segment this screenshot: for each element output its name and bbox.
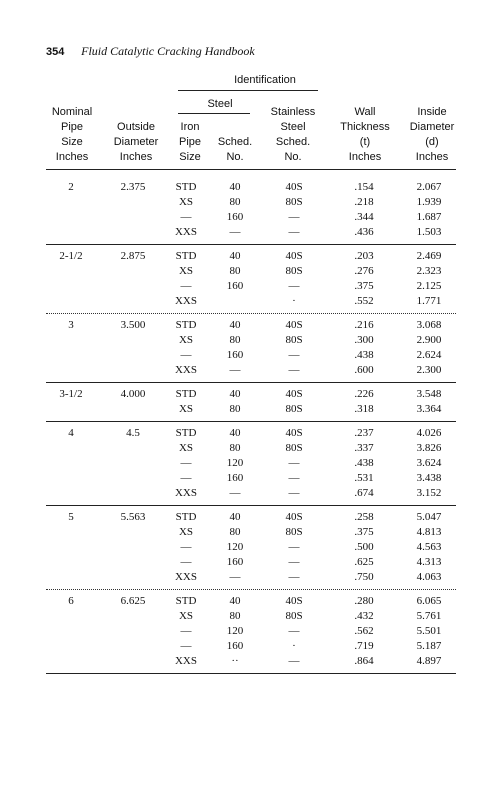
- sched-no-cell: 80: [229, 526, 241, 538]
- iron-pipe-size-cell: STD: [175, 388, 197, 400]
- stainless-sched-cell: 40S: [285, 388, 303, 400]
- inside-diameter-cell: 3.152: [416, 487, 442, 499]
- header-identification: Identification: [234, 74, 296, 86]
- table-row-group: [46, 383, 456, 422]
- iron-pipe-size-cell: XXS: [174, 487, 197, 499]
- header-wall-line: Wall: [354, 106, 376, 118]
- header-iron-line: Pipe: [178, 136, 202, 148]
- stainless-sched-cell: 80S: [285, 403, 303, 415]
- header-nominal-line: Inches: [55, 151, 89, 163]
- sched-no-cell: 120: [226, 541, 244, 553]
- outside-diameter-cell: 4.000: [120, 388, 146, 400]
- page-number: 354: [46, 46, 65, 58]
- table-row: [46, 210, 456, 225]
- sched-no-cell: 40: [229, 595, 241, 607]
- iron-pipe-size-cell: —: [180, 457, 192, 469]
- iron-pipe-size-cell: XXS: [174, 571, 197, 583]
- inside-diameter-cell: 5.047: [416, 511, 442, 523]
- steel-rule: [178, 113, 250, 114]
- wall-thickness-cell: .436: [354, 226, 374, 238]
- sched-no-cell: ··: [231, 655, 239, 667]
- iron-pipe-size-cell: XS: [178, 403, 194, 415]
- sched-no-cell: 80: [229, 196, 241, 208]
- header-nominal-line: Pipe: [60, 121, 84, 133]
- stainless-sched-cell: —: [288, 472, 300, 484]
- header-wall-line: Inches: [348, 151, 382, 163]
- iron-pipe-size-cell: XXS: [174, 655, 197, 667]
- stainless-sched-cell: —: [288, 571, 300, 583]
- iron-pipe-size-cell: XS: [178, 334, 194, 346]
- table-row: [46, 402, 456, 417]
- sched-no-cell: 40: [229, 427, 241, 439]
- stainless-sched-cell: 80S: [285, 196, 303, 208]
- inside-diameter-cell: 2.469: [416, 250, 442, 262]
- wall-thickness-cell: .276: [354, 265, 374, 277]
- stainless-sched-cell: 80S: [285, 442, 303, 454]
- wall-thickness-cell: .500: [354, 541, 374, 553]
- iron-pipe-size-cell: —: [180, 280, 192, 292]
- sched-no-cell: 80: [229, 403, 241, 415]
- inside-diameter-cell: 4.313: [416, 556, 442, 568]
- outside-diameter-cell: 5.563: [120, 511, 146, 523]
- header-outside-line: Outside: [117, 121, 155, 133]
- iron-pipe-size-cell: XS: [178, 442, 194, 454]
- outside-diameter-cell: 2.375: [120, 181, 146, 193]
- inside-diameter-cell: 4.897: [416, 655, 442, 667]
- table-row: [46, 426, 456, 441]
- inside-diameter-cell: 4.813: [416, 526, 442, 538]
- wall-thickness-cell: .154: [354, 181, 374, 193]
- wall-thickness-cell: .864: [354, 655, 374, 667]
- table-row-group: [46, 176, 456, 245]
- inside-diameter-cell: 6.065: [416, 595, 442, 607]
- table-row: [46, 333, 456, 348]
- wall-thickness-cell: .226: [354, 388, 374, 400]
- wall-thickness-cell: .600: [354, 364, 374, 376]
- wall-thickness-cell: .280: [354, 595, 374, 607]
- wall-thickness-cell: .674: [354, 487, 374, 499]
- wall-thickness-cell: .562: [354, 625, 374, 637]
- inside-diameter-cell: 2.323: [416, 265, 442, 277]
- table-row: [46, 294, 456, 309]
- iron-pipe-size-cell: STD: [175, 181, 197, 193]
- sched-no-cell: 120: [226, 457, 244, 469]
- nominal-size-cell: 2-1/2: [59, 250, 83, 262]
- table-row: [46, 594, 456, 609]
- sched-no-cell: 80: [229, 442, 241, 454]
- stainless-sched-cell: 40S: [285, 595, 303, 607]
- stainless-sched-cell: 40S: [285, 181, 303, 193]
- inside-diameter-cell: 3.438: [416, 472, 442, 484]
- stainless-sched-cell: —: [288, 541, 300, 553]
- stainless-sched-cell: ·: [292, 295, 296, 307]
- iron-pipe-size-cell: —: [180, 556, 192, 568]
- iron-pipe-size-cell: STD: [175, 595, 197, 607]
- stainless-sched-cell: 80S: [285, 610, 303, 622]
- stainless-sched-cell: 80S: [285, 265, 303, 277]
- header-iron-line: Iron: [180, 121, 200, 133]
- wall-thickness-cell: .344: [354, 211, 374, 223]
- wall-thickness-cell: .258: [354, 511, 374, 523]
- stainless-sched-cell: 80S: [285, 526, 303, 538]
- iron-pipe-size-cell: XS: [178, 196, 194, 208]
- table-row: [46, 540, 456, 555]
- sched-no-cell: 160: [226, 472, 244, 484]
- nominal-size-cell: 2: [68, 181, 74, 193]
- header-wall-thickness: [330, 105, 400, 165]
- table-row: [46, 264, 456, 279]
- outside-diameter-cell: 6.625: [120, 595, 146, 607]
- inside-diameter-cell: 2.300: [416, 364, 442, 376]
- inside-diameter-cell: 1.687: [416, 211, 442, 223]
- iron-pipe-size-cell: —: [180, 541, 192, 553]
- header-sched-line: No.: [226, 151, 244, 163]
- inside-diameter-cell: 3.548: [416, 388, 442, 400]
- header-steel: Steel: [207, 98, 233, 110]
- header-iron-pipe-size: [170, 120, 210, 165]
- wall-thickness-cell: .237: [354, 427, 374, 439]
- wall-thickness-cell: .318: [354, 403, 374, 415]
- table-row: [46, 279, 456, 294]
- header-outside-line: Diameter: [113, 136, 159, 148]
- inside-diameter-cell: 4.063: [416, 571, 442, 583]
- table-row: [46, 486, 456, 501]
- table-row: [46, 318, 456, 333]
- sched-no-cell: —: [229, 226, 241, 238]
- sched-no-cell: —: [229, 571, 241, 583]
- header-stainless-line: No.: [284, 151, 302, 163]
- inside-diameter-cell: 1.771: [416, 295, 442, 307]
- wall-thickness-cell: .750: [354, 571, 374, 583]
- sched-no-cell: 160: [226, 280, 244, 292]
- iron-pipe-size-cell: STD: [175, 319, 197, 331]
- header-bottom-rule: [46, 169, 456, 170]
- wall-thickness-cell: .375: [354, 526, 374, 538]
- pipe-schedule-table: [46, 176, 456, 674]
- header-inside-diameter: [400, 105, 464, 165]
- table-row-group: [46, 506, 456, 590]
- sched-no-cell: —: [229, 487, 241, 499]
- inside-diameter-cell: 1.503: [416, 226, 442, 238]
- header-iron-line: Size: [179, 151, 201, 163]
- sched-no-cell: 40: [229, 319, 241, 331]
- outside-diameter-cell: 2.875: [120, 250, 146, 262]
- wall-thickness-cell: .216: [354, 319, 374, 331]
- running-head: [46, 44, 255, 59]
- table-row: [46, 471, 456, 486]
- inside-diameter-cell: 2.067: [416, 181, 442, 193]
- wall-thickness-cell: .438: [354, 349, 374, 361]
- wall-thickness-cell: .218: [354, 196, 374, 208]
- iron-pipe-size-cell: XS: [178, 526, 194, 538]
- table-row: [46, 249, 456, 264]
- table-row: [46, 456, 456, 471]
- stainless-sched-cell: ·: [292, 640, 296, 652]
- header-wall-line: Thickness: [340, 121, 390, 133]
- wall-thickness-cell: .300: [354, 334, 374, 346]
- header-wall-line: (t): [359, 136, 371, 148]
- sched-no-cell: 160: [226, 211, 244, 223]
- table-row: [46, 609, 456, 624]
- inside-diameter-cell: 5.501: [416, 625, 442, 637]
- table-row-group: [46, 314, 456, 383]
- nominal-size-cell: 5: [68, 511, 74, 523]
- stainless-sched-cell: —: [288, 226, 300, 238]
- sched-no-cell: 40: [229, 388, 241, 400]
- stainless-sched-cell: —: [288, 457, 300, 469]
- inside-diameter-cell: 5.761: [416, 610, 442, 622]
- sched-no-cell: 40: [229, 511, 241, 523]
- identification-rule: [178, 90, 318, 91]
- inside-diameter-cell: 2.624: [416, 349, 442, 361]
- header-inside-line: Diameter: [409, 121, 455, 133]
- table-row: [46, 510, 456, 525]
- sched-no-cell: 40: [229, 250, 241, 262]
- iron-pipe-size-cell: XXS: [174, 226, 197, 238]
- stainless-sched-cell: 80S: [285, 334, 303, 346]
- inside-diameter-cell: 2.125: [416, 280, 442, 292]
- inside-diameter-cell: 4.026: [416, 427, 442, 439]
- iron-pipe-size-cell: —: [180, 472, 192, 484]
- wall-thickness-cell: .337: [354, 442, 374, 454]
- sched-no-cell: 160: [226, 556, 244, 568]
- iron-pipe-size-cell: STD: [175, 511, 197, 523]
- table-row: [46, 387, 456, 402]
- nominal-size-cell: 3-1/2: [59, 388, 83, 400]
- book-title: Fluid Catalytic Cracking Handbook: [81, 44, 255, 58]
- iron-pipe-size-cell: —: [180, 625, 192, 637]
- table-row: [46, 525, 456, 540]
- inside-diameter-cell: 5.187: [416, 640, 442, 652]
- stainless-sched-cell: —: [288, 655, 300, 667]
- table-row: [46, 555, 456, 570]
- iron-pipe-size-cell: XXS: [174, 364, 197, 376]
- stainless-sched-cell: —: [288, 280, 300, 292]
- header-stainless-line: Sched.: [275, 136, 311, 148]
- inside-diameter-cell: 3.364: [416, 403, 442, 415]
- wall-thickness-cell: .438: [354, 457, 374, 469]
- stainless-sched-cell: —: [288, 556, 300, 568]
- wall-thickness-cell: .625: [354, 556, 374, 568]
- header-sched-no: [212, 135, 258, 165]
- table-row: [46, 363, 456, 378]
- outside-diameter-cell: 4.5: [126, 427, 140, 439]
- iron-pipe-size-cell: XXS: [174, 295, 197, 307]
- header-sched-line: Sched.: [217, 136, 253, 148]
- stainless-sched-cell: —: [288, 211, 300, 223]
- sched-no-cell: 80: [229, 334, 241, 346]
- inside-diameter-cell: 3.826: [416, 442, 442, 454]
- header-inside-line: (d): [425, 136, 439, 148]
- table-row: [46, 180, 456, 195]
- iron-pipe-size-cell: —: [180, 640, 192, 652]
- header-outside-line: Inches: [119, 151, 153, 163]
- wall-thickness-cell: .203: [354, 250, 374, 262]
- sched-no-cell: —: [229, 364, 241, 376]
- sched-no-cell: 80: [229, 265, 241, 277]
- sched-no-cell: 160: [226, 349, 244, 361]
- sched-no-cell: 40: [229, 181, 241, 193]
- stainless-sched-cell: —: [288, 625, 300, 637]
- inside-diameter-cell: 2.900: [416, 334, 442, 346]
- header-nominal-line: Nominal: [51, 106, 93, 118]
- sched-no-cell: 80: [229, 610, 241, 622]
- stainless-sched-cell: —: [288, 364, 300, 376]
- iron-pipe-size-cell: —: [180, 349, 192, 361]
- table-row: [46, 654, 456, 669]
- table-row: [46, 441, 456, 456]
- iron-pipe-size-cell: XS: [178, 610, 194, 622]
- nominal-size-cell: 4: [68, 427, 74, 439]
- table-row-group: [46, 422, 456, 506]
- table-row: [46, 639, 456, 654]
- table-row: [46, 225, 456, 240]
- stainless-sched-cell: —: [288, 487, 300, 499]
- sched-no-cell: 120: [226, 625, 244, 637]
- header-outside-diameter: [106, 120, 166, 165]
- inside-diameter-cell: 4.563: [416, 541, 442, 553]
- inside-diameter-cell: 3.068: [416, 319, 442, 331]
- table-row: [46, 570, 456, 585]
- header-nominal: [40, 105, 104, 165]
- sched-no-cell: 160: [226, 640, 244, 652]
- iron-pipe-size-cell: STD: [175, 250, 197, 262]
- header-stainless-line: Steel: [280, 121, 306, 133]
- wall-thickness-cell: .552: [354, 295, 374, 307]
- outside-diameter-cell: 3.500: [120, 319, 146, 331]
- stainless-sched-cell: 40S: [285, 511, 303, 523]
- header-inside-line: Inches: [415, 151, 449, 163]
- iron-pipe-size-cell: XS: [178, 265, 194, 277]
- table-row: [46, 348, 456, 363]
- table-row: [46, 624, 456, 639]
- stainless-sched-cell: 40S: [285, 319, 303, 331]
- header-stainless-line: Stainless: [270, 106, 316, 118]
- table-row-group: [46, 590, 456, 674]
- wall-thickness-cell: .719: [354, 640, 374, 652]
- stainless-sched-cell: 40S: [285, 250, 303, 262]
- iron-pipe-size-cell: STD: [175, 427, 197, 439]
- wall-thickness-cell: .432: [354, 610, 374, 622]
- table-row-group: [46, 245, 456, 314]
- stainless-sched-cell: —: [288, 349, 300, 361]
- iron-pipe-size-cell: —: [180, 211, 192, 223]
- wall-thickness-cell: .531: [354, 472, 374, 484]
- nominal-size-cell: 6: [68, 595, 74, 607]
- wall-thickness-cell: .375: [354, 280, 374, 292]
- stainless-sched-cell: 40S: [285, 427, 303, 439]
- inside-diameter-cell: 1.939: [416, 196, 442, 208]
- table-row: [46, 195, 456, 210]
- nominal-size-cell: 3: [68, 319, 74, 331]
- header-inside-line: Inside: [417, 106, 447, 118]
- inside-diameter-cell: 3.624: [416, 457, 442, 469]
- header-nominal-line: Size: [61, 136, 83, 148]
- header-stainless-steel: [262, 105, 324, 165]
